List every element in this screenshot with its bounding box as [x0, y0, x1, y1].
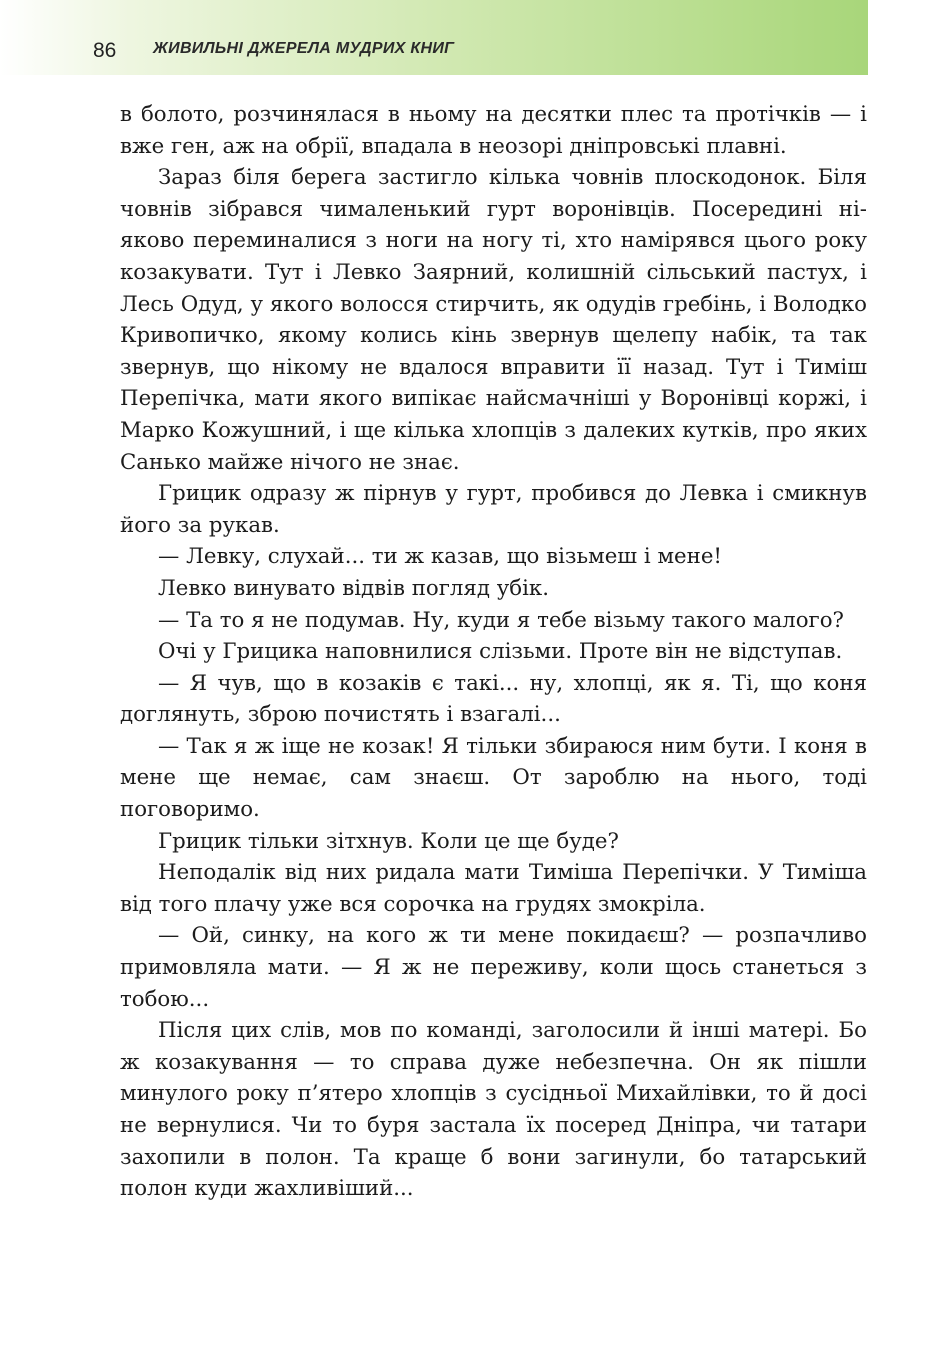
dialogue-line: — Я чув, що в козаків є такі... ну, хлопці, як я. Ті, що коня доглянуть, зброю почистять і взагалі...: [120, 670, 867, 728]
paragraph: Грицик тільки зітхнув. Коли це ще буде?: [158, 828, 619, 854]
dialogue-line: — Так я ж іще не козак! Я тільки збираюся ним бути. І коня в мене ще немає, сам знаєш. От зароблю на нього, тоді поговоримо.: [120, 733, 867, 823]
paragraph: Очі у Грицика наповнилися слізьми. Проте він не відступав.: [158, 639, 843, 665]
dialogue-line: — Та то я не подумав. Ну, куди я тебе візьму такого малого?: [158, 607, 844, 633]
running-title: ЖИВИЛЬНІ ДЖЕРЕЛА МУДРИХ КНИГ: [153, 40, 455, 57]
page-number: 86: [93, 39, 117, 62]
body-text: [120, 99, 867, 1205]
paragraph: в болото, розчинялася в ньому на десятки плес та протічків — і вже ген, аж на обрії, впадала в неозорі дніпровські плавні.: [120, 102, 867, 159]
header-band: [0, 0, 868, 75]
dialogue-line: — Левку, слухай... ти ж казав, що візьмеш і мене!: [158, 544, 722, 570]
paragraph: Грицик одразу ж пірнув у гурт, пробився до Левка і смикнув його за рукав.: [120, 481, 867, 538]
paragraph: Після цих слів, мов по команді, заголосили й інші матері. Бо ж козакування — то справа дуже небезпечна. Он як пішли минулого року п’ятеро хлопців з сусідньої Михайлівки, то й досі не вернулися. Чи то буря застала їх посеред Дніпра, чи татари захопили в полон. Та краще б вони загинули, бо татарський полон куди жахливіший...: [120, 1018, 867, 1202]
paragraph: Зараз біля берега застигло кілька човнів плоскодонок. Біля човнів зібрався чималенький гурт воронівців. Посередині ніяково переминалися з ноги на ногу ті, хто намірявся цього року козакувати. Тут і Левко Заярний, колишній сільський пастух, і Лесь Одуд, у якого волосся стирчить, як одудів гребінь, і Володко Кривопичко, якому колись кінь звернув щелепу набік, та так звернув, що нікому не вдалося вправити її назад. Тут і Тиміш Перепічка, мати якого випікає найсмачніші у Воронівці коржі, і Марко Кожушний, і ще кілька хлопців з далеких кутків, про яких Санько майже нічого не знає.: [120, 165, 867, 475]
paragraph: Неподалік від них ридала мати Тиміша Перепічки. У Тиміша від того плачу уже вся сорочка на грудях змокріла.: [120, 860, 867, 917]
dialogue-line: — Ой, синку, на кого ж ти мене покидаєш? — розпачливо примовляла мати. — Я ж не переживу, коли щось станеться з тобою...: [120, 923, 867, 1012]
paragraph: Левко винувато відвів погляд убік.: [158, 575, 549, 601]
